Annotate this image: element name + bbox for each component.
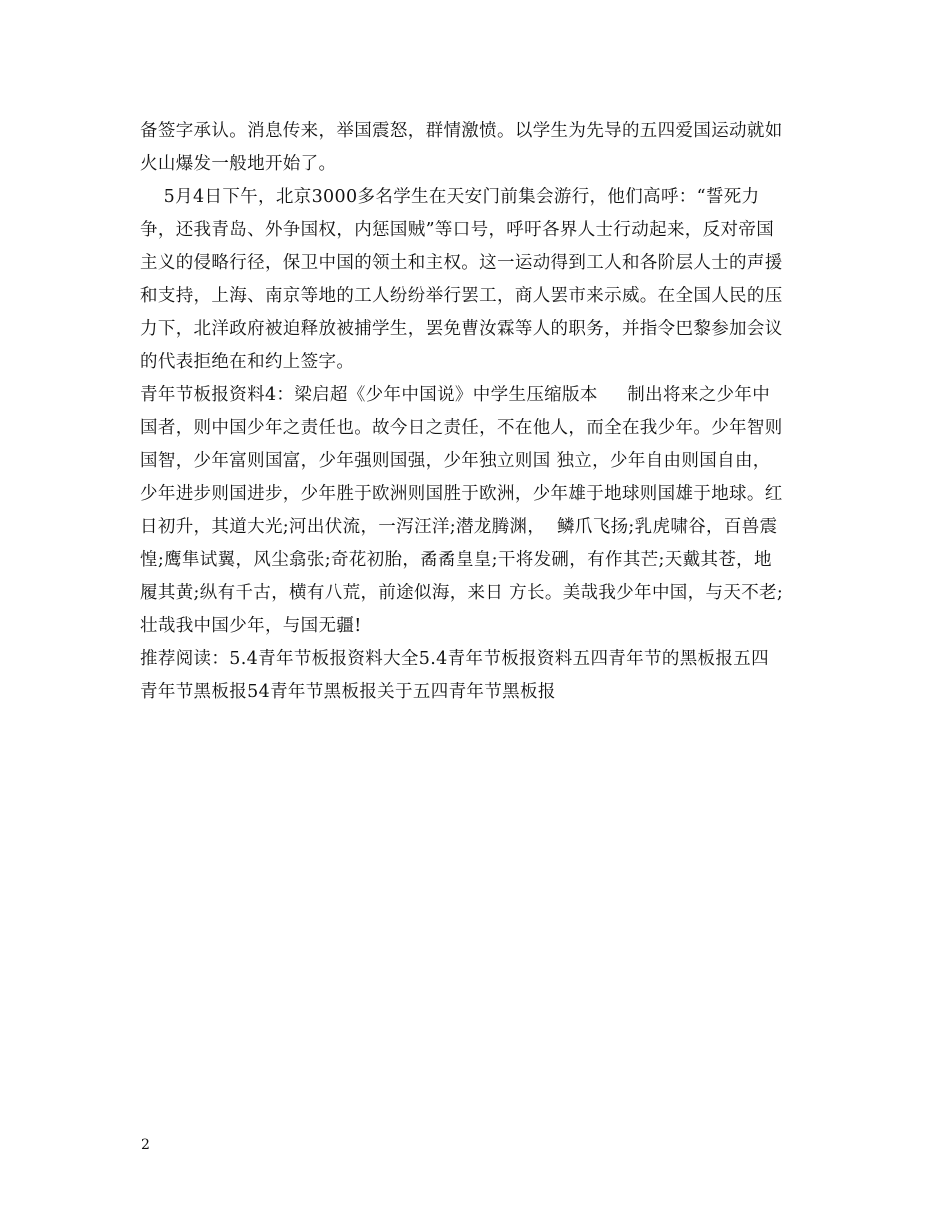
text-line: 备签字承认。消息传来，举国震怒，群情激愤。以学生为先导的五四爱国运动就如: [140, 121, 783, 141]
text-line: 青年节黑板报54青年节黑板报关于五四青年节黑板报: [140, 682, 556, 702]
text-line: 争，还我青岛、外争国权，内惩国贼”等口号，呼吁各界人士行动起来，反对帝国: [140, 220, 775, 240]
text-line: 少年进步则国进步，少年胜于欧洲则国胜于欧洲，少年雄于地球则国雄于地球。红: [140, 484, 783, 504]
text-line: 国者，则中国少年之责任也。故今日之责任，不在他人，而全在我少年。少年智则: [140, 418, 783, 438]
text-line: 壮哉我中国少年，与国无疆!: [140, 616, 362, 636]
text-line: 推荐阅读：5.4青年节板报资料大全5.4青年节板报资料五四青年节的黑板报五四: [140, 649, 769, 669]
text-line: 日初升，其道大光;河出伏流，一泻汪洋;潜龙腾渊， 鳞爪飞扬;乳虎啸谷，百兽震: [140, 517, 778, 537]
text-line: 履其黄;纵有千古，横有八荒，前途似海，来日 方长。美哉我少年中国，与天不老;: [140, 583, 784, 603]
body-text: [140, 115, 830, 709]
text-line: 5月4日下午，北京3000多名学生在天安门前集会游行，他们高呼：“誓死力: [140, 187, 760, 207]
text-line: 火山爆发一般地开始了。: [140, 154, 337, 174]
text-line: 力下，北洋政府被迫释放被捕学生，罢免曹汝霖等人的职务，并指令巴黎参加会议: [140, 319, 783, 339]
page-number: 2: [141, 1137, 150, 1153]
text-line: 青年节板报资料4：梁启超《少年中国说》中学生压缩版本 制出将来之少年中: [140, 385, 771, 405]
text-line: 主义的侵略行径，保卫中国的领土和主权。这一运动得到工人和各阶层人士的声援: [140, 253, 783, 273]
text-line: 国智，少年富则国富，少年强则国强，少年独立则国 独立，少年自由则国自由，: [140, 451, 771, 471]
text-line: 和支持，上海、南京等地的工人纷纷举行罢工，商人罢市来示威。在全国人民的压: [140, 286, 783, 306]
text-line: 惶;鹰隼试翼，风尘翕张;奇花初胎，矞矞皇皇;干将发硎，有作其芒;天戴其苍，地: [140, 550, 772, 570]
text-line: 的代表拒绝在和约上签字。: [140, 352, 355, 372]
